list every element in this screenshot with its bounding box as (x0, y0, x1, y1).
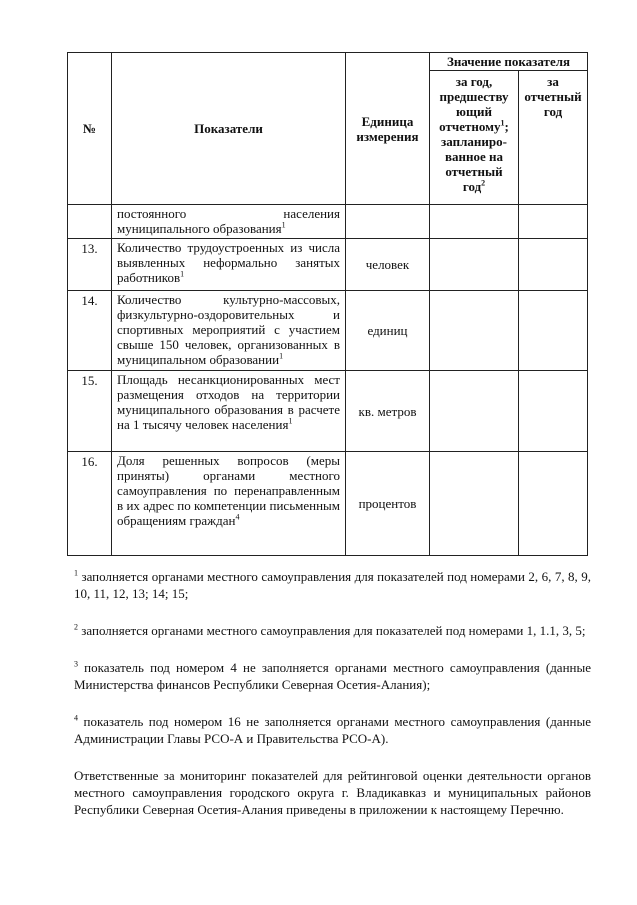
row-unit: кв. метров (346, 371, 430, 452)
row-num: 16. (68, 452, 112, 556)
table-row (68, 205, 588, 239)
value-cell (519, 371, 588, 452)
header-prev-year: за год, предшеству ющий отчетному$^1$; запланиро-ванное на отчетный год$^2$ (430, 71, 519, 205)
row-name: Доля решенных вопросов (меры приняты) органами местного самоуправления по перенаправленным в их адрес по компетенции письменным обращениям граждан$^4$ (112, 452, 346, 556)
footnote: $^2$ заполняется органами местного самоуправления для показателей под номерами 1, 1.1, 3, 5; (74, 622, 586, 638)
row-num: 15. (68, 371, 112, 452)
row-name: Количество трудоустроенных из числа выявленных неформально занятых работников$^1$ (112, 239, 346, 291)
table-row (68, 452, 588, 556)
table-row (68, 291, 588, 371)
indicators-table (67, 52, 588, 556)
row-unit: единиц (346, 291, 430, 371)
value-cell (430, 205, 519, 239)
footnote: $^1$ заполняется органами местного самоуправления для показателей под номерами 2, 6, 7, 8, 9, 10, 11, 12, 13; 14; 15; (74, 568, 591, 601)
row-name: постоянного населения муниципального образования$^1$ (112, 205, 346, 239)
header-name: Показатели (112, 53, 346, 205)
footnote: $^3$ показатель под номером 4 не заполняется органами местного самоуправления (данные Министерства финансов Республики Северная Осетия-Алания); (74, 659, 591, 692)
row-name: Площадь несанкционированных мест размещения отходов на территории муниципального образования в расчете на 1 тысячу человек населения$^1$ (112, 371, 346, 452)
footnote: $^4$ показатель под номером 16 не заполняется органами местного самоуправления (данные Администрации Главы РСО-А и Правительства РСО-А). (74, 713, 591, 746)
table-row (68, 239, 588, 291)
value-cell (519, 205, 588, 239)
value-cell (519, 239, 588, 291)
value-cell (430, 291, 519, 371)
footnotes (74, 568, 591, 818)
value-cell (430, 452, 519, 556)
table-row (68, 371, 588, 452)
row-name: Количество культурно-массовых, физкультурно-оздоровительных и спортивных мероприятий с участием свыше 150 человек, организованных в муниципальном образовании$^1$ (112, 291, 346, 371)
header-num: № (68, 53, 112, 205)
row-unit: человек (346, 239, 430, 291)
row-num: 13. (68, 239, 112, 291)
value-cell (430, 371, 519, 452)
value-cell (519, 452, 588, 556)
row-unit: процентов (346, 452, 430, 556)
value-cell (519, 291, 588, 371)
header-value-group: Значение показателя (430, 53, 588, 71)
value-cell (430, 239, 519, 291)
row-num: 14. (68, 291, 112, 371)
header-unit: Единица измерения (346, 53, 430, 205)
header-report-year: за отчетный год (519, 71, 588, 205)
closing-paragraph: Ответственные за мониторинг показателей для рейтинговой оценки деятельности органов местного самоуправления городского округа г. Владикавказ и муниципальных районов Республики Северная Осетия-Алания приведены в приложении к настоящему Перечню. (74, 768, 591, 817)
